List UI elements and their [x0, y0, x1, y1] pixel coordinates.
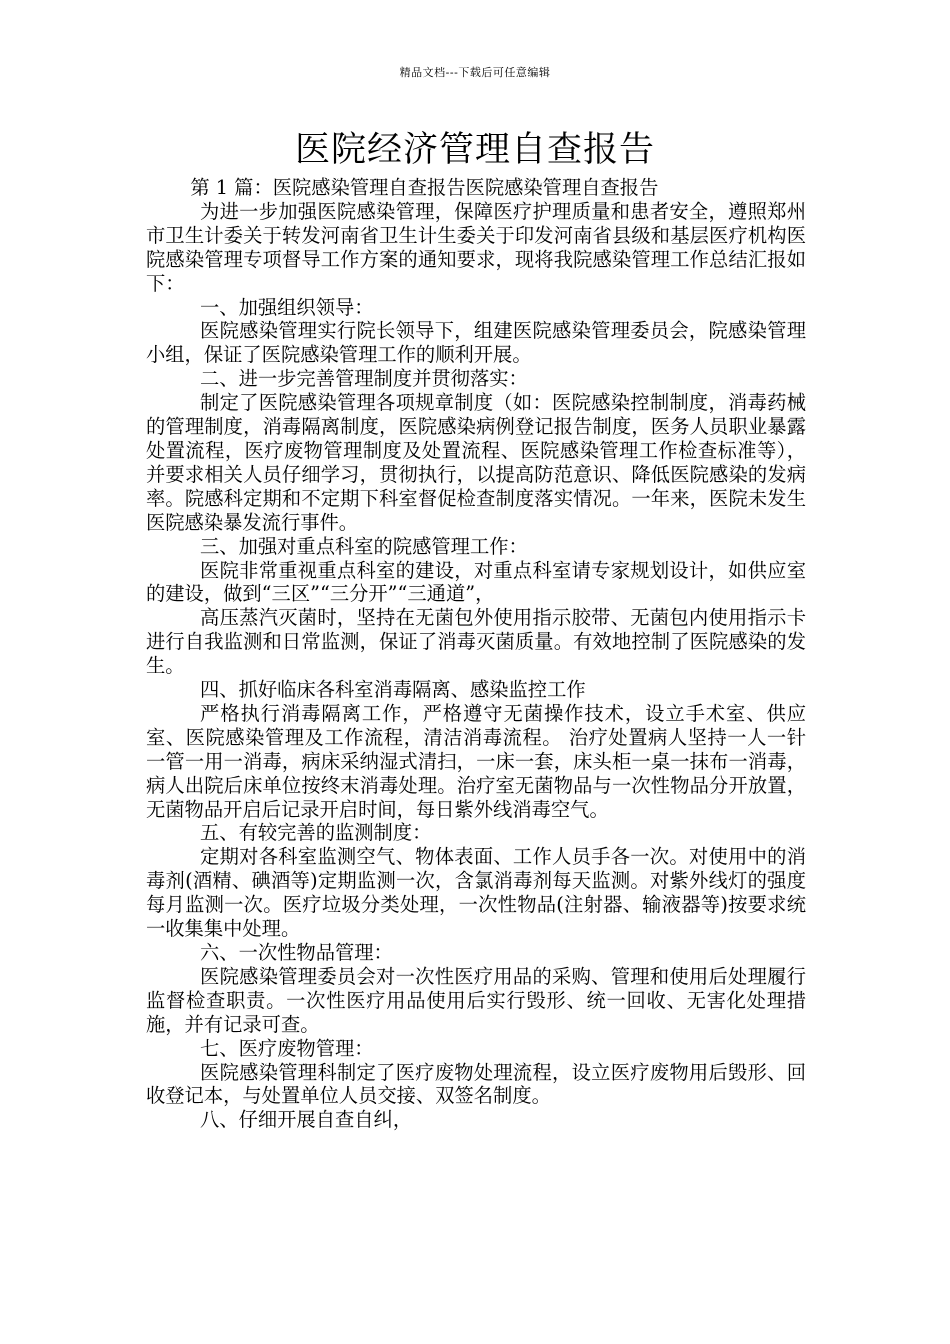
- section-heading: 一、加强组织领导：: [200, 295, 374, 319]
- paragraph: 为进一步加强医院感染管理，保障医疗护理质量和患者安全，遵照郑州市卫生计委关于转发河南省卫生计生委关于印发河南省县级和基层医疗机构医院感染管理专项督导工作方案的通知要求，现将我院感染管理工作总结汇报如下：: [146, 199, 806, 295]
- document-body: [146, 176, 806, 1132]
- section-heading: 七、医疗废物管理：: [200, 1036, 374, 1060]
- paragraph: 高压蒸汽灭菌时，坚持在无菌包外使用指示胶带、无菌包内使用指示卡进行自我监测和日常监测，保证了消毒灭菌质量。有效地控制了医院感染的发生。: [146, 606, 806, 678]
- paragraph: 医院感染管理科制定了医疗废物处理流程，设立医疗废物用后毁形、回收登记本，与处置单位人员交接、双签名制度。: [146, 1060, 806, 1108]
- paragraph: 医院感染管理实行院长领导下，组建医院感染管理委员会，院感染管理小组，保证了医院感染管理工作的顺利开展。: [146, 319, 806, 367]
- section-heading: 八、仔细开展自查自纠，: [200, 1108, 413, 1132]
- section-heading: 四、抓好临床各科室消毒隔离、感染监控工作: [200, 678, 586, 702]
- subtitle: 第 1 篇：医院感染管理自查报告医院感染管理自查报告: [190, 176, 659, 199]
- paragraph: 医院非常重视重点科室的建设，对重点科室请专家规划设计，如供应室的建设，做到“三区”“三分开”“三通道”，: [146, 558, 806, 606]
- header-note: 精品文档---下载后可任意编辑: [399, 66, 551, 79]
- paragraph: 严格执行消毒隔离工作，严格遵守无菌操作技术，设立手术室、供应室、医院感染管理及工作流程，清洁消毒流程。 治疗处置病人坚持一人一针一管一用一消毒，病床采纳湿式清扫，一床一套，床头柜一桌一抹布一消毒，病人出院后床单位按终末消毒处理。治疗室无菌物品与一次性物品分开放置，无菌物品开启后记录开启时间，每日紫外线消毒空气。: [146, 701, 806, 821]
- section-heading: 六、一次性物品管理：: [200, 941, 393, 964]
- document-title: 医院经济管理自查报告: [294, 130, 655, 170]
- paragraph: 医院感染管理委员会对一次性医疗用品的采购、管理和使用后处理履行监督检查职责。一次性医疗用品使用后实行毁形、统一回收、无害化处理措施，并有记录可查。: [146, 964, 806, 1036]
- section-heading: 三、加强对重点科室的院感管理工作：: [200, 534, 528, 558]
- section-heading: 二、进一步完善管理制度并贯彻落实：: [200, 367, 528, 391]
- paragraph: 定期对各科室监测空气、物体表面、工作人员手各一次。对使用中的消毒剂(酒精、碘酒等)定期监测一次，含氯消毒剂每天监测。对紫外线灯的强度每月监测一次。医疗垃圾分类处理，一次性物品(注射器、输液器等)按要求统一收集集中处理。: [146, 845, 806, 941]
- section-heading: 五、有较完善的监测制度：: [200, 821, 432, 845]
- paragraph: 制定了医院感染管理各项规章制度（如：医院感染控制制度，消毒药械的管理制度，消毒隔离制度，医院感染病例登记报告制度，医务人员职业暴露处置流程，医疗废物管理制度及处置流程、医院感染管理工作检查标准等），并要求相关人员仔细学习，贯彻执行，以提高防范意识、降低医院感染的发病率。院感科定期和不定期下科室督促检查制度落实情况。一年来，医院未发生医院感染暴发流行事件。: [146, 391, 806, 534]
